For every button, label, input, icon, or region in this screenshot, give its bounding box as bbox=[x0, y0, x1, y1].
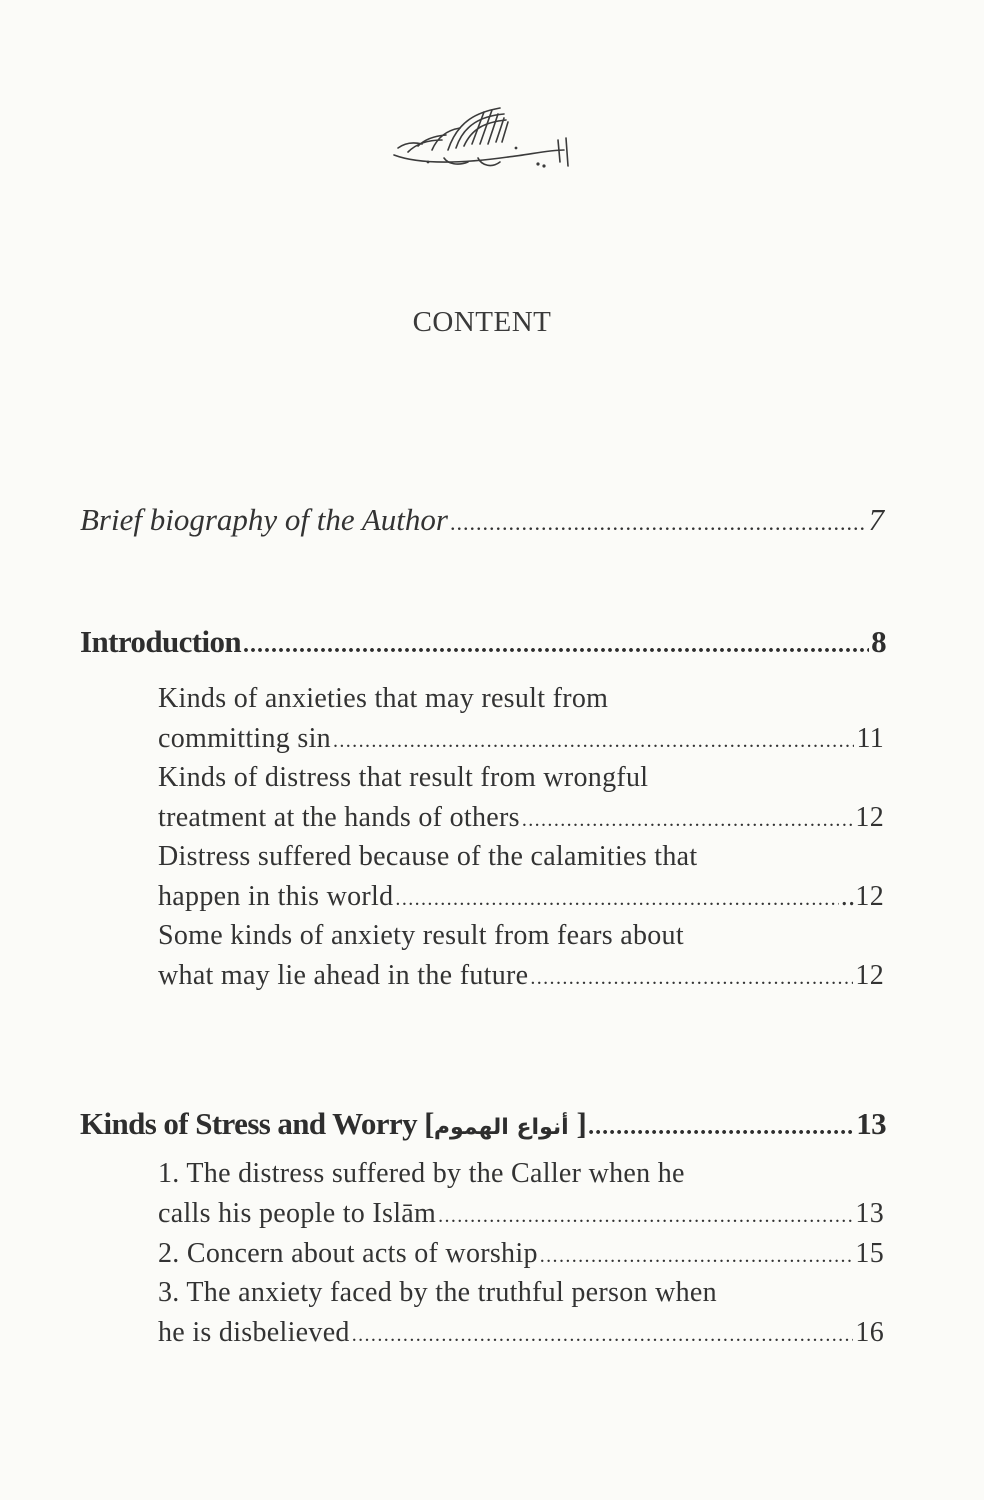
toc-subentry[interactable] bbox=[158, 881, 884, 913]
toc-section-label: Introduction bbox=[80, 624, 242, 659]
leader-dots bbox=[450, 510, 867, 536]
toc-subentry[interactable] bbox=[158, 723, 884, 755]
toc-subentry-label: what may lie ahead in the future bbox=[158, 960, 529, 991]
toc-section-label-text: Kinds of Stress and Worry [ bbox=[80, 1106, 434, 1141]
toc-page-number: 16 bbox=[855, 1317, 884, 1348]
page-title: CONTENT bbox=[412, 306, 552, 338]
toc-entry-label: Brief biography of the Author bbox=[80, 502, 448, 537]
toc-subentry-line: 1. The distress suffered by the Caller when he bbox=[158, 1158, 685, 1189]
toc-subentry[interactable] bbox=[158, 1238, 884, 1270]
toc-section-kinds-of-stress[interactable] bbox=[80, 1106, 886, 1142]
leader-dots bbox=[352, 1324, 854, 1347]
toc-subentry-label: calls his people to Islām bbox=[158, 1198, 437, 1229]
toc-page-number: 13 bbox=[855, 1198, 884, 1229]
leader-dots bbox=[438, 1205, 853, 1228]
toc-section-introduction[interactable] bbox=[80, 624, 886, 660]
toc-page-number: 13 bbox=[856, 1106, 886, 1141]
toc-section-label bbox=[80, 1106, 586, 1142]
toc-page-number: 12 bbox=[855, 960, 884, 991]
toc-page-number: 7 bbox=[868, 502, 884, 537]
toc-subentry-line: Some kinds of anxiety result from fears about bbox=[158, 920, 684, 951]
leader-dots bbox=[540, 1245, 854, 1268]
toc-page-number: ..12 bbox=[840, 881, 884, 912]
toc-page-number: 11 bbox=[856, 723, 884, 754]
arabic-term: أنواع الهموم bbox=[433, 1115, 569, 1140]
toc-subentry[interactable] bbox=[158, 1317, 884, 1349]
toc-subentry-label: 2. Concern about acts of worship bbox=[158, 1238, 538, 1269]
leader-dots bbox=[522, 809, 854, 832]
toc-subentry-line: 3. The anxiety faced by the truthful person when bbox=[158, 1277, 717, 1308]
leader-dots bbox=[588, 1114, 854, 1141]
leader-dots bbox=[395, 888, 838, 911]
toc-subentry-label: treatment at the hands of others bbox=[158, 802, 520, 833]
toc-subentry-line: Kinds of anxieties that may result from bbox=[158, 683, 609, 714]
leader-dots bbox=[333, 730, 854, 753]
leader-dots bbox=[243, 632, 869, 659]
basmala-calligraphy-icon bbox=[388, 100, 588, 190]
toc-subentry[interactable] bbox=[158, 1198, 884, 1230]
toc-subentry-label: he is disbelieved bbox=[158, 1317, 350, 1348]
toc-subentry[interactable] bbox=[158, 960, 884, 992]
toc-page-number: 8 bbox=[871, 624, 886, 659]
toc-subentry-line: Distress suffered because of the calamities that bbox=[158, 841, 698, 872]
toc-entry-biography[interactable] bbox=[80, 502, 884, 538]
toc-page-number: 15 bbox=[855, 1238, 884, 1269]
toc-page-number: 12 bbox=[855, 802, 884, 833]
leader-dots bbox=[530, 967, 853, 990]
basmala-calligraphy bbox=[388, 100, 588, 190]
toc-section-label-end: ] bbox=[568, 1106, 587, 1141]
toc-subentry-label: happen in this world bbox=[158, 881, 394, 912]
toc-subentry-label: committing sin bbox=[158, 723, 331, 754]
toc-subentry[interactable] bbox=[158, 802, 884, 834]
toc-subentry-line: Kinds of distress that result from wrongful bbox=[158, 762, 649, 793]
